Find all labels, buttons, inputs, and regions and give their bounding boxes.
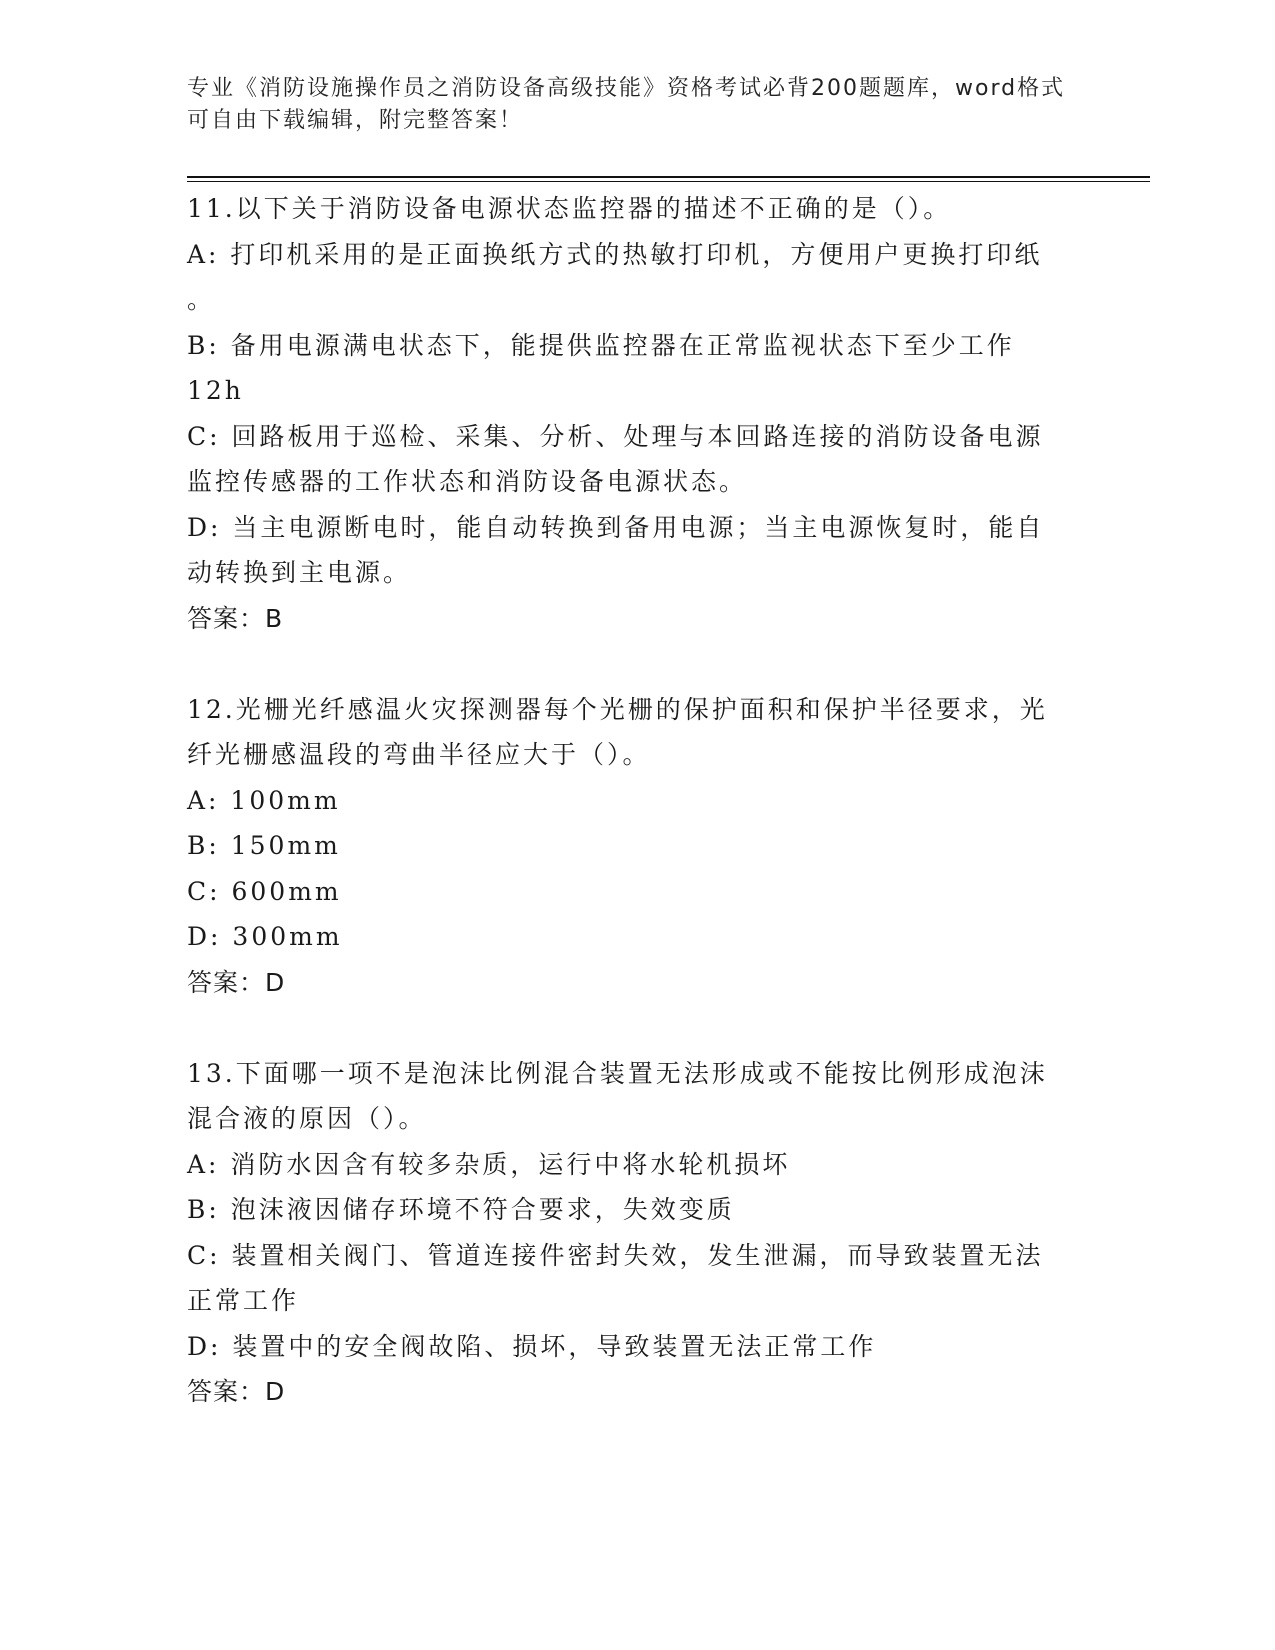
option-a-continued: 。 [187,285,216,314]
option-a: A: 打印机采用的是正面换纸方式的热敏打印机，方便用户更换打印纸 [187,239,1043,269]
answer-label: 答案：D [187,1377,286,1406]
question-11 [187,186,1087,641]
option-c: C: 装置相关阀门、管道连接件密封失效，发生泄漏，而导致装置无法 [187,1240,1044,1270]
question-stem-continued: 混合液的原因（）。 [187,1104,427,1133]
document-intro: 专业《消防设施操作员之消防设备高级技能》资格考试必背200题题库，word格式可自由下载编辑，附完整答案！ [187,76,1066,133]
option-b: B: 泡沫液因储存环境不符合要求，失效变质 [187,1195,735,1224]
question-12 [187,687,1087,1006]
option-a: A: 100mm [187,785,341,815]
header-divider-thick [187,176,1150,178]
answer-label: 答案：B [187,603,284,633]
question-list [187,186,1087,1415]
option-d: D: 当主电源断电时，能自动转换到备用电源；当主电源恢复时，能自 [187,512,1045,542]
option-c: C: 回路板用于巡检、采集、分析、处理与本回路连接的消防设备电源 [187,421,1044,451]
option-d-continued: 动转换到主电源。 [187,558,412,587]
answer-label: 答案：D [187,967,286,997]
question-spacer [187,1005,1087,1051]
option-b-continued: 12h [187,376,244,405]
question-13 [187,1051,1087,1415]
option-c: C: 600mm [187,876,342,906]
question-stem-continued: 纤光栅感温段的弯曲半径应大于（）。 [187,740,651,769]
option-b: B: 150mm [187,831,341,860]
option-d: D: 300mm [187,922,343,951]
option-d: D: 装置中的安全阀故陷、损坏，导致装置无法正常工作 [187,1331,877,1361]
question-spacer [187,641,1087,687]
question-stem: 12.光栅光纤感温火灾探测器每个光栅的保护面积和保护半径要求，光 [187,694,1048,724]
header-divider-thin [187,181,1150,182]
option-c-continued: 监控传感器的工作状态和消防设备电源状态。 [187,467,748,496]
option-a: A: 消防水因含有较多杂质，运行中将水轮机损坏 [187,1149,791,1179]
option-c-continued: 正常工作 [187,1286,300,1315]
question-stem: 13.下面哪一项不是泡沫比例混合装置无法形成或不能按比例形成泡沫 [187,1058,1048,1088]
option-b: B: 备用电源满电状态下，能提供监控器在正常监视状态下至少工作 [187,330,1015,360]
question-stem: 11.以下关于消防设备电源状态监控器的描述不正确的是（）。 [187,194,952,223]
